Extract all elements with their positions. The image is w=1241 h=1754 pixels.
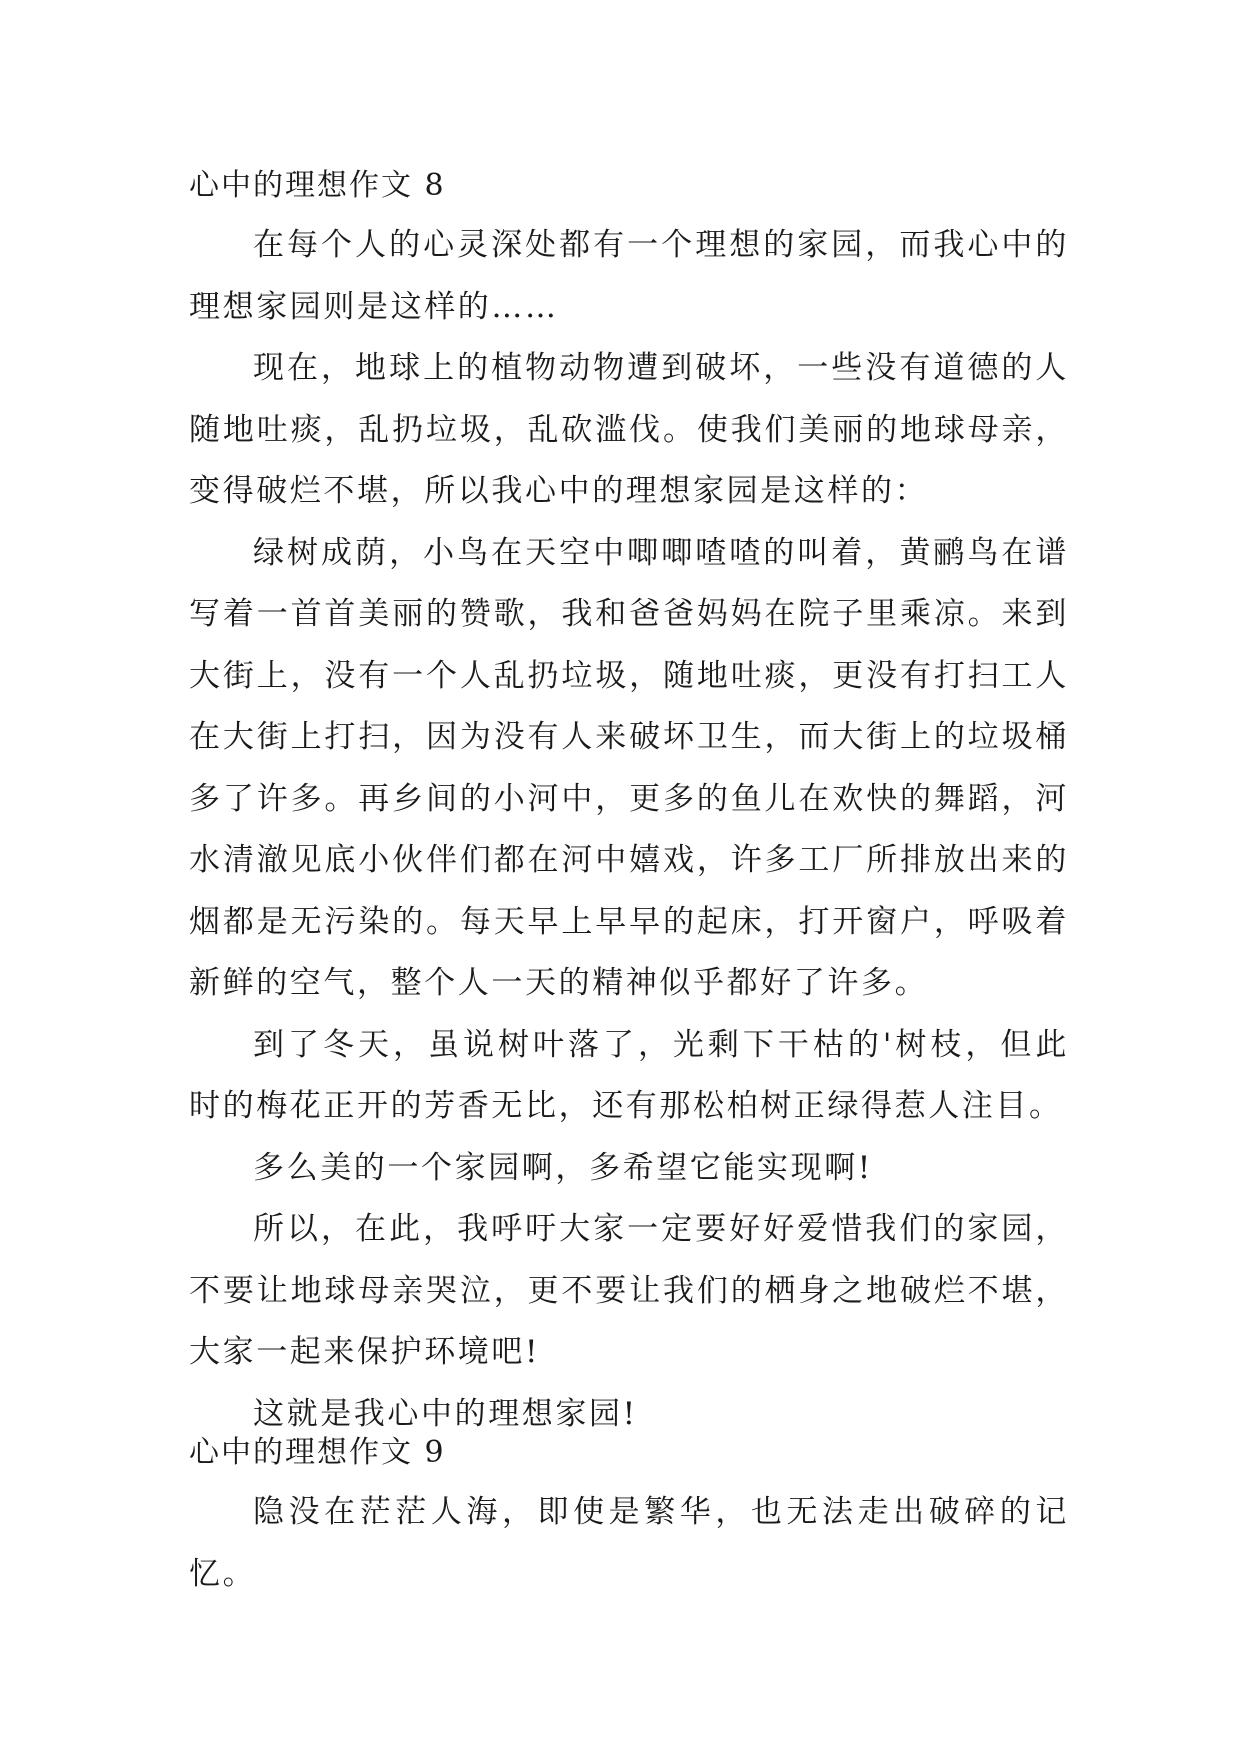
paragraph: 隐没在茫茫人海，即使是繁华，也无法走出破碎的记忆。 [189, 1494, 1069, 1592]
paragraph: 在每个人的心灵深处都有一个理想的家园，而我心中的理想家园则是这样的…… [189, 227, 1069, 325]
essay-title: 心中的理想作文 8 [189, 168, 446, 203]
paragraph: 到了冬天，虽说树叶落了，光剩下干枯的'树枝，但此时的梅花正开的芳香无比，还有那松柏树正绿得惹人注目。 [189, 1026, 1069, 1124]
paragraph: 多么美的一个家园啊，多希望它能实现啊! [253, 1149, 873, 1186]
essay-section [189, 157, 1069, 1445]
paragraph: 绿树成荫，小鸟在天空中唧唧喳喳的叫着，黄鹂鸟在谱写着一首首美丽的赞歌，我和爸爸妈妈在院子里乘凉。来到大街上，没有一个人乱扔垃圾，随地吐痰，更没有打扫工人在大街上打扫，因为没有人来破坏卫生，而大街上的垃圾桶多了许多。再乡间的小河中，更多的鱼儿在欢快的舞蹈，河水清澈见底小伙伴们都在河中嬉戏，许多工厂所排放出来的烟都是无污染的。每天早上早早的起床，打开窗户，呼吸着新鲜的空气，整个人一天的精神似乎都好了许多。 [189, 534, 1069, 1001]
paragraph: 现在，地球上的植物动物遭到破坏，一些没有道德的人随地吐痰，乱扔垃圾，乱砍滥伐。使我们美丽的地球母亲，变得破烂不堪，所以我心中的理想家园是这样的： [189, 350, 1069, 509]
essay-title: 心中的理想作文 9 [189, 1435, 446, 1470]
paragraph: 这就是我心中的理想家园! [253, 1395, 638, 1432]
paragraph: 所以，在此，我呼吁大家一定要好好爱惜我们的家园，不要让地球母亲哭泣，更不要让我们的栖身之地破烂不堪，大家一起来保护环境吧! [189, 1211, 1069, 1370]
essay-section [189, 1424, 1069, 1605]
